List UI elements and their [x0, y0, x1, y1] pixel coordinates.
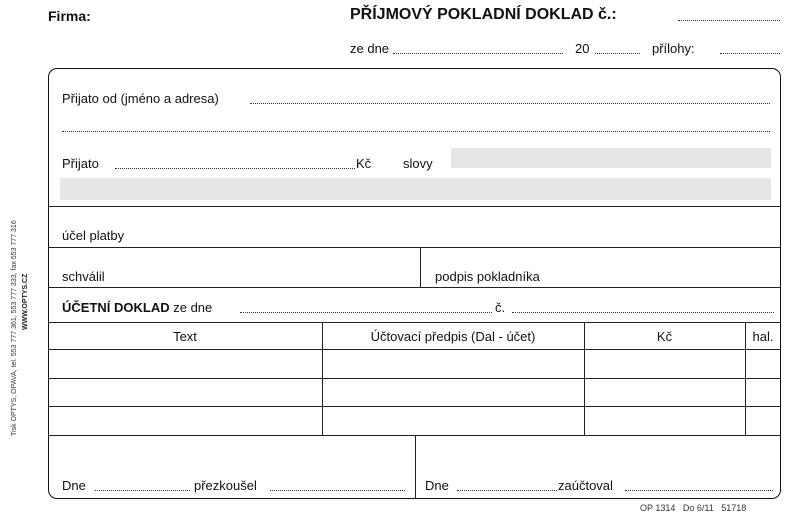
- accountant-field[interactable]: [625, 490, 773, 491]
- ze-dne-label: ze dne: [350, 41, 390, 56]
- ucetni-doklad-header: [62, 300, 212, 315]
- divider: [48, 287, 781, 288]
- table-row-border: [48, 406, 781, 407]
- printer-info: Tisk OPTYS, OPAVA, tel. 553 777 361, 553 777 333, fax 553 777 316: [11, 220, 18, 436]
- table-header-border: [48, 349, 781, 350]
- table-top-border: [48, 322, 781, 323]
- divider: [48, 247, 781, 248]
- printer-web: WWW.OPTYS.CZ: [22, 273, 29, 330]
- posting-date-field[interactable]: [457, 490, 557, 491]
- divider: [420, 247, 421, 287]
- schvalil-label: schválil: [62, 269, 105, 284]
- prijato-od-label: Přijato od (jméno a adresa): [62, 91, 219, 106]
- reviewer-field[interactable]: [270, 490, 405, 491]
- zauctoval-label: zaúčtoval: [558, 478, 613, 493]
- prezkousel-label: přezkoušel: [194, 478, 257, 493]
- dne-label-left: Dne: [62, 478, 86, 493]
- ucetni-doklad-title: ÚČETNÍ DOKLAD: [62, 300, 170, 315]
- document-title: PŘÍJMOVÝ POKLADNÍ DOKLAD č.:: [350, 6, 617, 23]
- slovy-label: slovy: [403, 156, 433, 171]
- column-header-hal: hal.: [752, 329, 774, 344]
- review-date-field[interactable]: [95, 490, 190, 491]
- prilohy-label: přílohy:: [652, 41, 695, 56]
- footer-divider: [415, 435, 416, 499]
- prijato-label: Přijato: [62, 156, 99, 171]
- podpis-pokladnika-label: podpis pokladníka: [435, 269, 540, 284]
- column-header-text: Text: [173, 329, 197, 344]
- year-field[interactable]: [595, 53, 640, 54]
- column-header-uctovaci-predpis: Účtovací předpis (Dal - účet): [370, 329, 536, 344]
- payer-address-field[interactable]: [62, 131, 770, 132]
- ucetni-c-label: č.: [495, 300, 506, 315]
- column-header-kc: Kč: [656, 329, 673, 344]
- attachments-field[interactable]: [720, 53, 780, 54]
- amount-in-words-continued-field[interactable]: [60, 178, 771, 200]
- document-number-field[interactable]: [678, 20, 780, 21]
- divider: [48, 206, 781, 207]
- amount-in-words-field[interactable]: [451, 148, 771, 168]
- kc-label: Kč: [356, 156, 372, 171]
- ucel-platby-label: účel platby: [62, 228, 125, 243]
- firma-label: Firma:: [48, 8, 91, 24]
- date-field[interactable]: [393, 53, 563, 54]
- accounting-date-field[interactable]: [240, 312, 492, 313]
- amount-field[interactable]: [115, 168, 355, 169]
- year-label: 20: [575, 41, 590, 56]
- ucetni-ze-dne-label: ze dne: [173, 300, 213, 315]
- table-row-border: [48, 378, 781, 379]
- accounting-number-field[interactable]: [512, 312, 774, 313]
- form-codes: OP 1314 Do 6/11 51718: [640, 503, 747, 513]
- dne-label-right: Dne: [425, 478, 449, 493]
- payer-field[interactable]: [250, 103, 770, 104]
